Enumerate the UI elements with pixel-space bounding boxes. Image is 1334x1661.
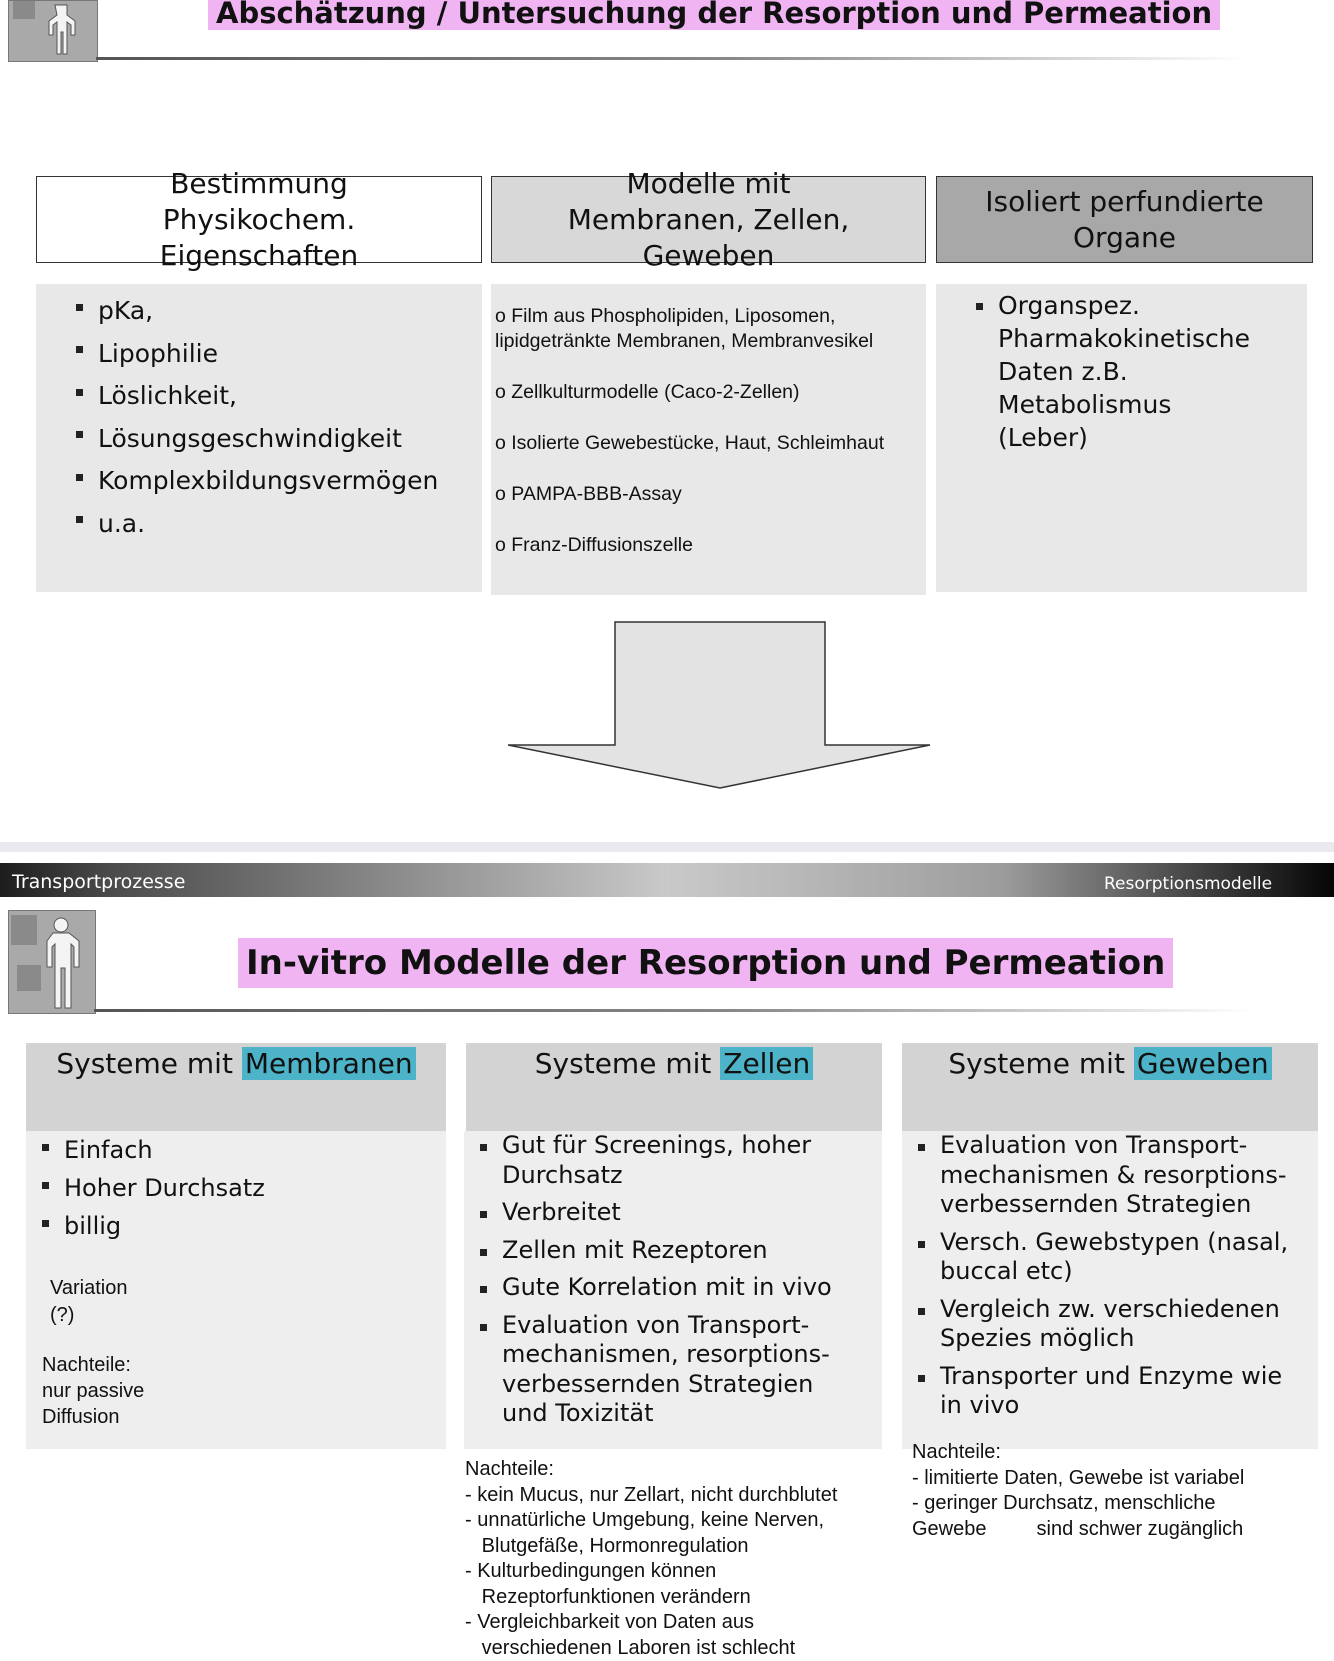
slide2-panel-membranes: [26, 1131, 446, 1449]
slide2-heading-membranes: [26, 1043, 446, 1131]
list-item: o Film aus Phospholipiden, Liposomen, lipidgetränkte Membranen, Membranvesikel: [495, 305, 874, 352]
list-item: Gut für Screenings, hoher Durchsatz: [478, 1131, 848, 1190]
slide2-header-left: Transportprozesse: [12, 871, 186, 893]
list-item: Lösungsgeschwindigkeit: [74, 418, 438, 461]
list-item: o PAMPA-BBB-Assay: [495, 483, 682, 505]
slide2-panel-tissues: [902, 1131, 1318, 1449]
slide2-title: In-vitro Modelle der Resorption und Permeation: [238, 938, 1173, 988]
list-item: Vergleich zw. verschiedenen Spezies möglich: [916, 1295, 1290, 1354]
slide1-panel-models: [491, 284, 926, 595]
down-arrow-icon: [505, 620, 935, 790]
human-figure-icon: [9, 911, 95, 1013]
list-item: Evaluation von Transport-mechanismen, resorptions-verbessernden Strategien und Toxizität: [478, 1311, 848, 1429]
list-item: Lipophilie: [74, 333, 438, 376]
cells-list: [478, 1131, 848, 1429]
slide2-heading-cells: [466, 1043, 882, 1131]
list-item: billig: [40, 1207, 265, 1245]
list-item: Evaluation von Transport-mechanismen & resorptions-verbessernden Strategien: [916, 1131, 1290, 1220]
heading-prefix: Systeme mit: [56, 1047, 242, 1080]
tissues-disadvantages: Nachteile: - limitierte Daten, Gewebe ist variabel - geringer Durchsatz, menschliche Gewebe sind schwer zugänglich: [912, 1441, 1245, 1540]
list-item: Zellen mit Rezeptoren: [478, 1236, 848, 1266]
list-item: Hoher Durchsatz: [40, 1169, 265, 1207]
slide1-heading-models: Modelle mit Membranen, Zellen, Geweben: [491, 176, 926, 263]
slide1-title: Abschätzung / Untersuchung der Resorption und Permeation: [208, 0, 1220, 30]
slide2-title-rule: [94, 1009, 1254, 1012]
heading-highlight: Membranen: [242, 1047, 416, 1080]
heading-prefix: Systeme mit: [948, 1047, 1134, 1080]
list-item: pKa,: [74, 290, 438, 333]
slide1-panel-organs: [936, 284, 1307, 592]
list-item: Einfach: [40, 1131, 265, 1169]
cells-disadvantages: Nachteile: - kein Mucus, nur Zellart, nicht durchblutet - unnatürliche Umgebung, keine Nerven, Blutgefäße, Hormonregulation - Kulturbedingungen können Rezeptorfunktionen verändern - Vergleichbarkeit von Daten aus verschiedenen Laboren ist schlecht: [465, 1458, 838, 1659]
list-item: Transporter und Enzyme wie in vivo: [916, 1362, 1290, 1421]
slide2-heading-tissues: [902, 1043, 1318, 1131]
list-item: Löslichkeit,: [74, 375, 438, 418]
list-item: Verbreitet: [478, 1198, 848, 1228]
slide1-heading-organs: Isoliert perfundierte Organe: [936, 176, 1313, 263]
slide1-heading-physchem: Bestimmung Physikochem. Eigenschaften: [36, 176, 482, 263]
list-item: Gute Korrelation mit in vivo: [478, 1273, 848, 1303]
body-figure-logo: [8, 0, 98, 62]
heading-highlight: Geweben: [1134, 1047, 1272, 1080]
human-figure-icon: [9, 1, 97, 61]
slide1-title-rule: [96, 57, 1246, 60]
membranes-disadvantages: Nachteile: nur passive Diffusion: [42, 1354, 145, 1428]
slide2-header-right: Resorptionsmodelle: [1104, 874, 1273, 894]
body-figure-logo: [8, 910, 96, 1014]
heading-prefix: Systeme mit: [534, 1047, 721, 1080]
heading-highlight: Zellen: [720, 1047, 813, 1080]
models-list: [495, 304, 941, 558]
slide2-panel-cells: [464, 1131, 882, 1449]
organs-list: [974, 289, 1251, 454]
slide-separator: [0, 842, 1334, 852]
list-item: o Isolierte Gewebestücke, Haut, Schleimhaut: [495, 432, 885, 454]
tissues-list: [916, 1131, 1290, 1421]
slide1-panel-physchem: [36, 284, 482, 592]
membranes-variation: Variation (?): [50, 1277, 128, 1326]
physchem-list: [74, 290, 438, 545]
list-item: u.a.: [74, 503, 438, 546]
list-item: Organspez. Pharmakokinetische Daten z.B. Metabolismus (Leber): [974, 289, 1244, 454]
list-item: Versch. Gewebstypen (nasal, buccal etc): [916, 1228, 1290, 1287]
list-item: o Franz-Diffusionszelle: [495, 534, 693, 556]
list-item: o Zellkulturmodelle (Caco-2-Zellen): [495, 381, 800, 403]
list-item: Komplexbildungsvermögen: [74, 460, 438, 503]
membranes-list: [40, 1131, 265, 1245]
